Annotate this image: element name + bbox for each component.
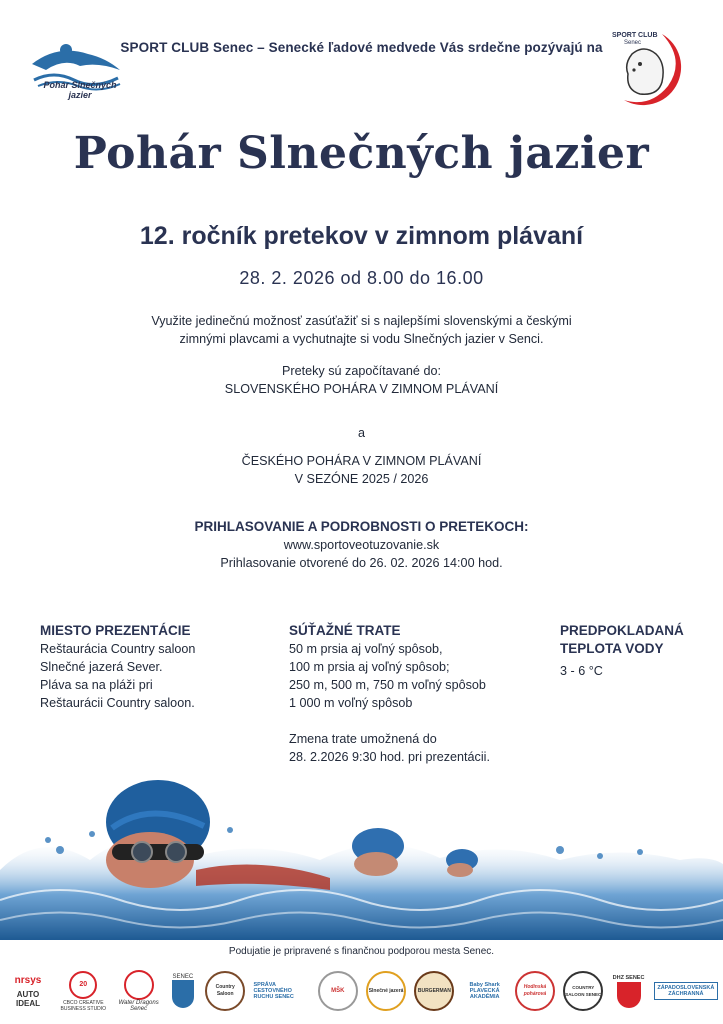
club-header: SPORT CLUB Senec – Senecké ľadové medvede Vás srdečne pozývajú na [120,40,603,55]
venue-line: Slnečné jazerá Sever. [40,660,163,674]
sponsor-name: Hodinská pohárová [515,971,555,1011]
sponsor-logo [205,971,245,1011]
sponsor-name: COUNTRY SALOON SENEC [563,971,603,1011]
track-line: 250 m, 500 m, 750 m voľný spôsob [289,678,486,692]
sponsor-name: MŠK [318,971,358,1011]
czech-line: V SEZÓNE 2025 / 2026 [294,472,429,486]
sponsor-logo [318,971,358,1011]
tracks-column [289,622,549,766]
sponsor-logo [6,975,50,1008]
counted-paragraph [0,362,723,398]
sponsor-logo [169,974,197,1008]
sponsor-badge-icon: 20 [69,971,97,999]
sponsor-name: Water Dragons Senec [118,1000,159,1012]
sponsor-name: CBCO CREATIVE BUSINESS STUDIO [60,999,107,1012]
track-line: 50 m prsia aj voľný spôsob, [289,642,443,656]
swimmers-water-icon [0,760,723,940]
sponsor-name: Baby Shark PLAVECKÁ AKADÉMIA [469,982,500,1000]
funding-note: Podujatie je pripravené s finančnou podporou mesta Senec. [228,946,495,957]
track-change-line: Zmena trate umožnená do [289,732,437,746]
track-line: 1 000 m voľný spôsob [289,696,413,710]
intro-paragraph [0,312,723,348]
logo-right-sub: Senec [624,40,642,46]
track-line: 100 m prsia aj voľný spôsob; [289,660,450,674]
sponsor-name: Country Saloon [205,971,245,1011]
polar-bear-logo-icon [610,30,696,112]
venue-title: MIESTO PREZENTÁCIE [40,623,191,638]
logo-right-text: SPORT CLUB [612,32,658,39]
page-subtitle: 12. ročník pretekov v zimnom plávaní [139,222,584,250]
venue-line: Reštaurácia Country saloon [40,642,196,656]
sponsor-logo [414,971,454,1011]
sponsor-logo [58,971,108,1012]
and-word: a [357,426,365,440]
club-logo [610,30,696,112]
fire-shield-icon [617,982,641,1008]
tracks-title: SÚŤAŽNÉ TRATE [289,623,401,638]
registration-url[interactable]: www.sportoveotuzovanie.sk [283,538,440,552]
swimmer-illustration [0,760,723,940]
track-change-line: 28. 2.2026 9:30 hod. pri prezentácii. [289,750,490,764]
sponsor-name: SENEC [172,974,194,980]
czech-cup-paragraph [0,452,723,488]
registration-title: PRIHLASOVANIE A PODROBNOSTI O PRETEKOCH: [194,519,529,534]
water-temp-column [560,622,710,680]
sponsor-logo [253,982,309,1000]
sponsor-logo [463,982,507,1000]
sponsor-name: ZÁPADOSLOVENSKÁ ZÁCHRANNÁ [657,985,715,997]
intro-line: Využite jedinečnú možnosť zasúťažiť si s najlepšími slovenskými a českými [151,314,572,328]
counted-line: SLOVENSKÉHO POHÁRA V ZIMNOM PLÁVANÍ [224,382,499,396]
czech-line: ČESKÉHO POHÁRA V ZIMNOM PLÁVANÍ [241,454,482,468]
sponsor-logo [563,971,603,1011]
logo-left-text: Pohár Slnečných jazier [43,80,117,100]
sponsor-strip [6,962,718,1020]
sponsor-logo [366,971,406,1011]
sponsor-name: AUTO IDEAL [16,989,40,1008]
water-temp-value: 3 - 6 °C [560,664,603,678]
sponsor-name: BURGERMAN [414,971,454,1011]
sponsor-logo [515,971,555,1011]
sponsor-name: SPRÁVA CESTOVNÉHO RUCHU SENEC [253,982,294,1000]
venue-line: Pláva sa na pláži pri [40,678,153,692]
page-title: Pohár Slnečných jazier [73,128,650,179]
counted-line: Preteky sú započítavané do: [282,364,441,378]
sponsor-name: nrsys [14,974,42,986]
venue-column [40,622,270,712]
sponsor-logo [654,982,718,1000]
water-temp-title: PREDPOKLADANÁ [560,623,684,638]
sponsor-name: Slnečné jazerá [366,971,406,1011]
sponsor-name: DHZ SENEC [612,974,645,981]
dragon-icon [124,970,154,1000]
sponsor-logo [612,975,646,1008]
event-date: 28. 2. 2026 od 8.00 do 16.00 [239,268,484,288]
venue-line: Reštaurácii Country saloon. [40,696,195,710]
registration-deadline: Prihlasovanie otvorené do 26. 02. 2026 14:00 hod. [220,556,503,570]
water-temp-title: TEPLOTA VODY [560,641,664,656]
coat-of-arms-icon [172,980,194,1008]
intro-line: zimnými plavcami a vychutnajte si vodu Slnečných jazier v Senci. [179,332,544,346]
sponsor-logo [117,970,161,1012]
